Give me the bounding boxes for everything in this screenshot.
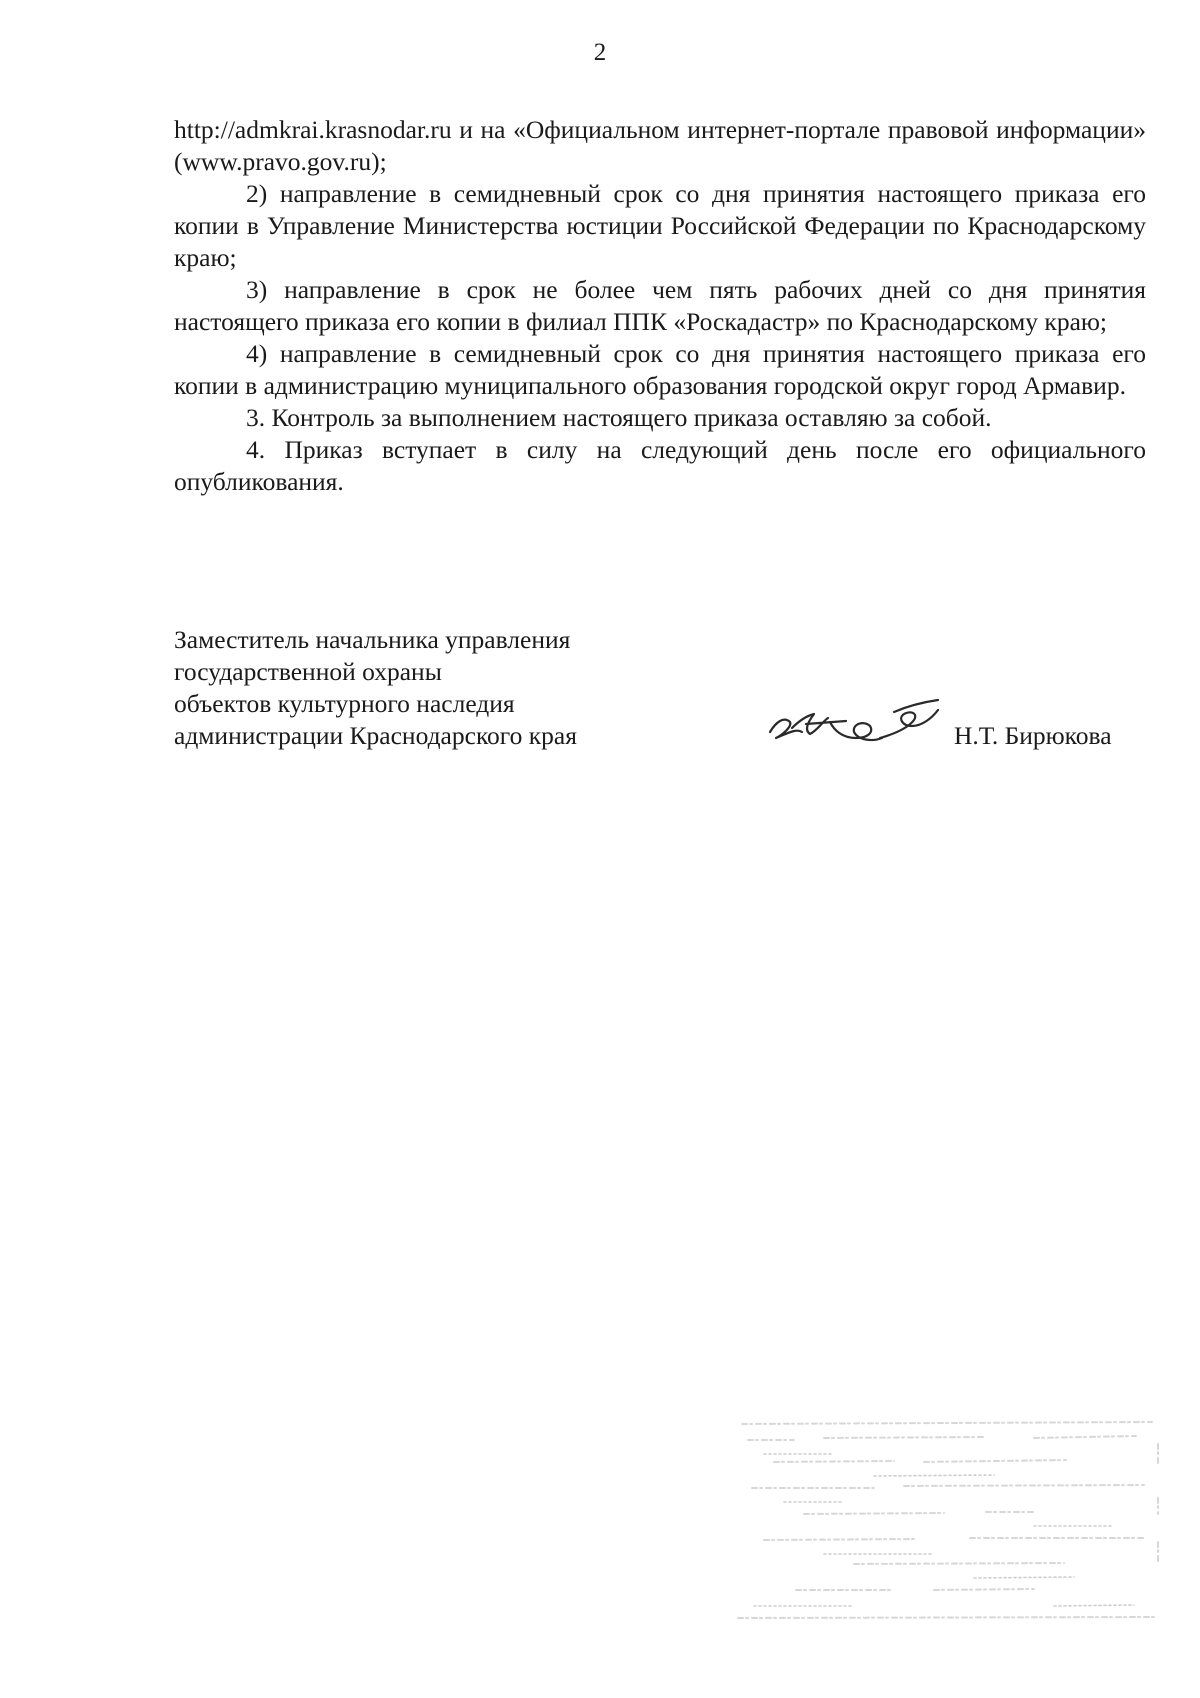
signer-name: Н.Т. Бирюкова bbox=[954, 721, 1112, 750]
paragraph-item-2: 2) направление в семидневный срок со дня принятия настоящего приказа его копии в Управление Министерства юстиции Российской Федерации по Краснодарскому краю; bbox=[174, 179, 1146, 272]
paragraph-publication: http://admkrai.krasnodar.ru и на «Официальном интернет-портале правовой информации» (www.pravo.gov.ru); bbox=[174, 115, 1146, 176]
signer-position-line: администрации Краснодарского края bbox=[174, 721, 577, 750]
signer-position-line: Заместитель начальника управления bbox=[174, 625, 571, 654]
paragraph-item-3: 3) направление в срок не более чем пять рабочих дней со дня принятия настоящего приказа его копии в филиал ППК «Роскадастр» по Краснодарскому краю; bbox=[174, 275, 1146, 336]
document-body bbox=[174, 114, 1146, 498]
paragraph-control: 3. Контроль за выполнением настоящего приказа оставляю за собой. bbox=[246, 403, 992, 432]
paragraph-item-4: 4) направление в семидневный срок со дня принятия настоящего приказа его копии в администрацию муниципального образования городской округ город Армавир. bbox=[174, 339, 1146, 400]
handwritten-signature bbox=[762, 692, 942, 754]
signer-position-line: государственной охраны bbox=[174, 657, 442, 686]
faded-stamp-remnant bbox=[734, 1414, 1160, 1642]
signer-position-line: объектов культурного наследия bbox=[174, 689, 515, 718]
page-number: 2 bbox=[593, 39, 607, 66]
paragraph-effective-date: 4. Приказ вступает в силу на следующий день после его официального опубликования. bbox=[174, 435, 1146, 496]
signer-position bbox=[174, 624, 644, 752]
signature-block bbox=[174, 624, 1146, 764]
